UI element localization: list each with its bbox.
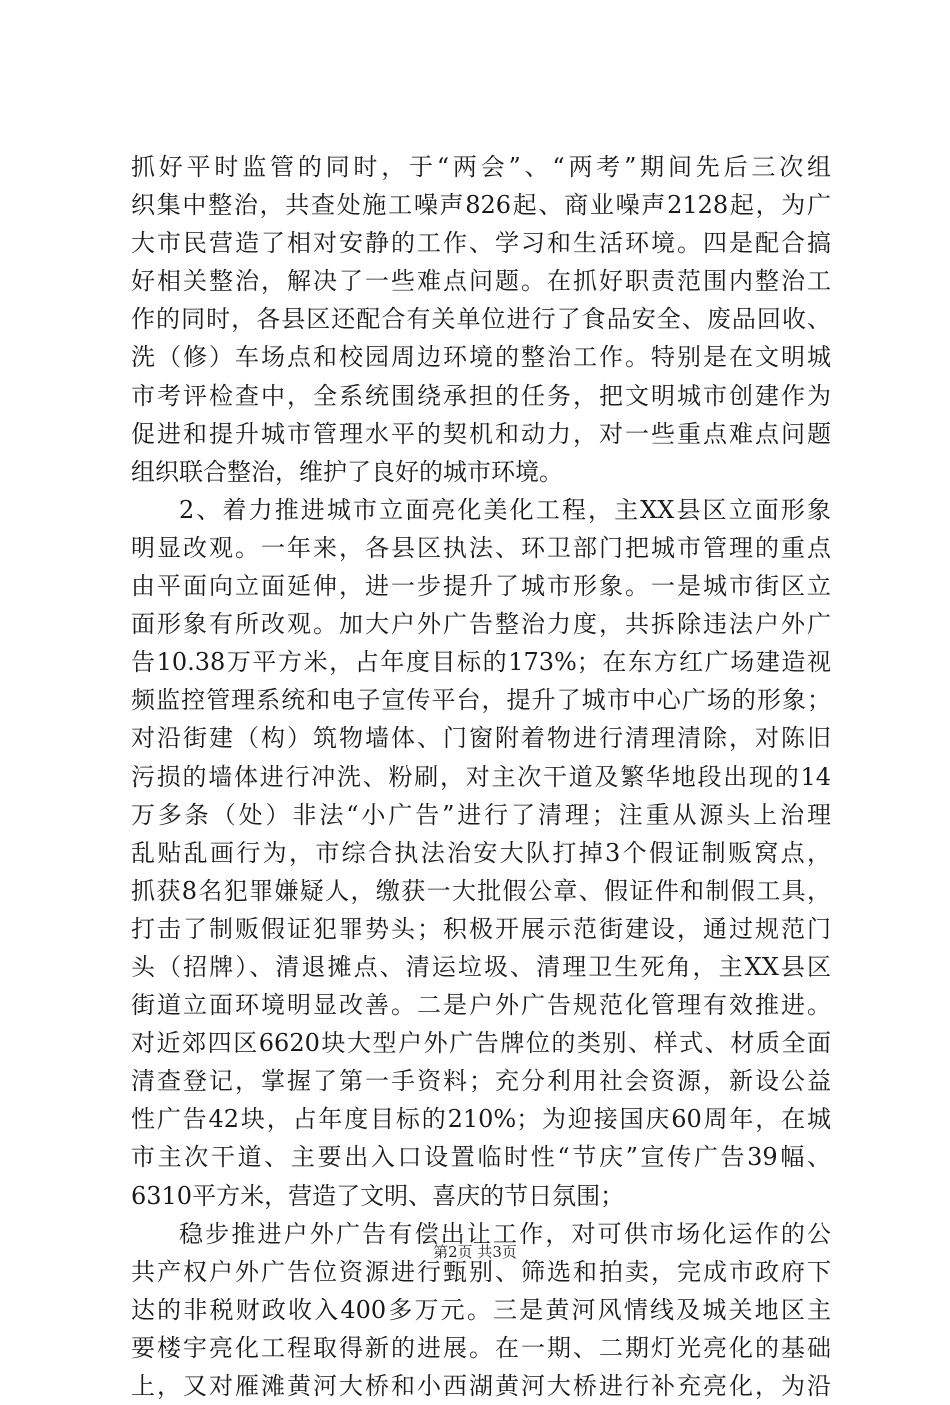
text-line: 好相关整治，解决了一些难点问题。在抓好职责范围内整治工 (131, 267, 831, 296)
text-line: 乱贴乱画行为，市综合执法治安大队打掉3个假证制贩窝点， (131, 838, 831, 867)
text-line: 大市民营造了相对安静的工作、学习和生活环境。四是配合搞 (131, 229, 831, 258)
text-line: 由平面向立面延伸，进一步提升了城市形象。一是城市街区立 (131, 572, 831, 601)
text-line: 上，又对雁滩黄河大桥和小西湖黄河大桥进行补充亮化，为沿 (131, 1372, 831, 1400)
text-line: 2、着力推进城市立面亮化美化工程，主XX县区立面形象 (179, 495, 831, 524)
text-line: 性广告42块，占年度目标的210%；为迎接国庆60周年，在城 (131, 1105, 831, 1134)
text-line: 促进和提升城市管理水平的契机和动力，对一些重点难点问题 (131, 419, 831, 448)
text-line: 街道立面环境明显改善。二是户外广告规范化管理有效推进。 (131, 991, 831, 1020)
text-line: 组织联合整治，维护了良好的城市环境。 (131, 457, 563, 486)
text-line: 要楼宇亮化工程取得新的进展。在一期、二期灯光亮化的基础 (131, 1333, 831, 1362)
text-line: 打击了制贩假证犯罪势头；积极开展示范街建设，通过规范门 (131, 914, 831, 943)
text-line: 织集中整治，共查处施工噪声826起、商业噪声2128起，为广 (131, 191, 831, 220)
text-line: 清查登记，掌握了第一手资料；充分利用社会资源，新设公益 (131, 1067, 831, 1096)
text-line: 达的非税财政收入400多万元。三是黄河风情线及城关地区主 (131, 1295, 831, 1324)
text-line: 洗（修）车场点和校园周边环境的整治工作。特别是在文明城 (131, 343, 831, 372)
text-line: 作的同时，各县区还配合有关单位进行了食品安全、废品回收、 (131, 305, 831, 334)
text-line: 共产权户外广告位资源进行甄别、筛选和拍卖，完成市政府下 (131, 1257, 831, 1286)
text-line: 对近郊四区6620块大型户外广告牌位的类别、样式、材质全面 (131, 1029, 831, 1058)
page-number-footer: 第2页 共3页 (433, 1243, 517, 1261)
text-line: 面形象有所改观。加大户外广告整治力度，共拆除违法户外广 (131, 610, 831, 639)
text-line: 市考评检查中，全系统围绕承担的任务，把文明城市创建作为 (131, 381, 831, 410)
text-line: 明显改观。一年来，各县区执法、环卫部门把城市管理的重点 (131, 533, 831, 562)
document-body (131, 148, 831, 1405)
text-line: 稳步推进户外广告有偿出让工作，对可供市场化运作的公 (179, 1219, 831, 1248)
text-line: 万多条（处）非法“小广告”进行了清理；注重从源头上治理 (131, 800, 831, 829)
text-line: 抓获8名犯罪嫌疑人，缴获一大批假公章、假证件和制假工具， (131, 876, 831, 905)
text-line: 频监控管理系统和电子宣传平台，提升了城市中心广场的形象； (131, 686, 831, 715)
text-line: 对沿街建（构）筑物墙体、门窗附着物进行清理清除，对陈旧 (131, 724, 831, 753)
text-line: 告10.38万平方米，占年度目标的173%；在东方红广场建造视 (131, 648, 831, 677)
text-line: 6310平方米，营造了文明、喜庆的节日氛围； (131, 1181, 625, 1210)
text-line: 市主次干道、主要出入口设置临时性“节庆”宣传广告39幅、 (131, 1143, 831, 1172)
text-line: 头（招牌）、清退摊点、清运垃圾、清理卫生死角，主XX县区 (131, 952, 831, 981)
text-line: 抓好平时监管的同时，于“两会”、“两考”期间先后三次组 (131, 153, 831, 181)
text-line: 污损的墙体进行冲洗、粉刷，对主次干道及繁华地段出现的14 (131, 762, 831, 791)
